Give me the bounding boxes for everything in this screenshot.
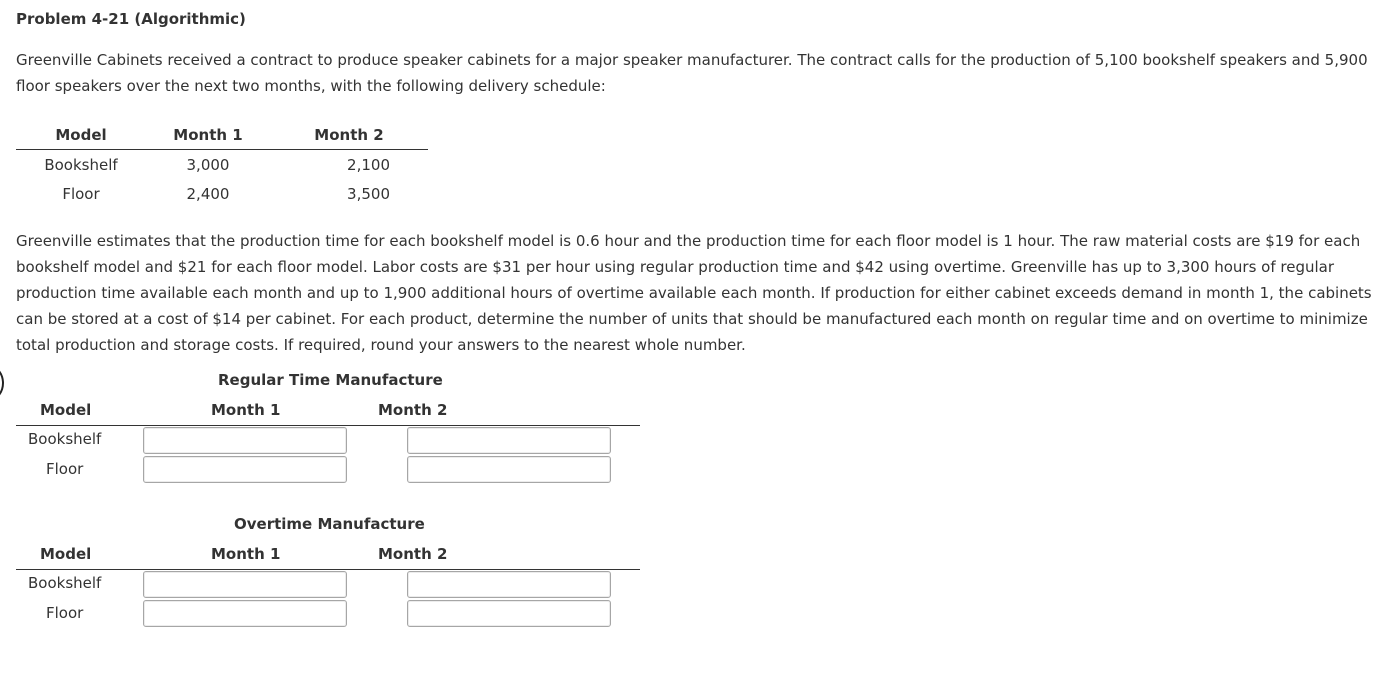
overtime-bookshelf-month-2-input[interactable]: [407, 571, 611, 598]
problem-title: Problem 4-21 (Algorithmic): [16, 10, 246, 28]
overtime-header-month-1: Month 1: [211, 545, 281, 563]
table-header-row: [16, 121, 428, 150]
regular-floor-month-1-input[interactable]: [143, 456, 347, 483]
overtime-header-model: Model: [40, 545, 92, 563]
regular-time-header: [16, 399, 640, 426]
table-row: [16, 150, 428, 180]
regular-header-model: Model: [40, 401, 92, 419]
problem-details: Greenville estimates that the production time for each bookshelf model is 0.6 hour and the production time for each floor model is 1 hour. The raw material costs are $19 for each bookshelf model and $21 for each floor model. Labor costs are $31 per hour using regular production time and $42 using overtime. Greenville has up to 3,300 hours of regular production time available each month and up to 1,900 additional hours of overtime available each month. If production for either cabinet exceeds demand in month 1, the cabinets can be stored at a cost of $14 per cabinet. For each product, determine the number of units that should be manufactured each month on regular time and on overtime to minimize total production and storage costs. If required, round your answers to the nearest whole number.: [16, 232, 1372, 354]
overtime-row-label-bookshelf: Bookshelf: [28, 574, 102, 592]
delivery-schedule-table: [16, 121, 428, 208]
edge-circle-icon: [0, 366, 4, 400]
regular-header-month-2: Month 2: [378, 401, 448, 419]
regular-row-label-floor: Floor: [46, 460, 84, 478]
overtime-floor-month-1-input[interactable]: [143, 600, 347, 627]
overtime-header-month-2: Month 2: [378, 545, 448, 563]
regular-bookshelf-month-2-input[interactable]: [407, 427, 611, 454]
cell-model: Floor: [62, 184, 100, 203]
header-month-1: Month 1: [146, 121, 270, 150]
cell-month-2: 2,100: [347, 155, 390, 174]
regular-floor-month-2-input[interactable]: [407, 456, 611, 483]
table-row: [16, 179, 428, 208]
header-model: Model: [16, 121, 146, 150]
header-month-2: Month 2: [270, 121, 428, 150]
regular-row-label-bookshelf: Bookshelf: [28, 430, 102, 448]
problem-intro: Greenville Cabinets received a contract to produce speaker cabinets for a major speaker manufacturer. The contract calls for the production of 5,100 bookshelf speakers and 5,900 floor speakers over the next two months, with the following delivery schedule:: [16, 51, 1368, 95]
regular-bookshelf-month-1-input[interactable]: [143, 427, 347, 454]
regular-header-month-1: Month 1: [211, 401, 281, 419]
cell-month-1: 3,000: [186, 155, 230, 174]
cell-month-1: 2,400: [186, 184, 230, 203]
overtime-bookshelf-month-1-input[interactable]: [143, 571, 347, 598]
overtime-row-label-floor: Floor: [46, 604, 84, 622]
overtime-header: [16, 543, 640, 570]
regular-time-title: Regular Time Manufacture: [218, 371, 443, 389]
cell-model: Bookshelf: [44, 155, 118, 174]
cell-month-2: 3,500: [347, 184, 390, 203]
overtime-floor-month-2-input[interactable]: [407, 600, 611, 627]
overtime-title: Overtime Manufacture: [234, 515, 425, 533]
